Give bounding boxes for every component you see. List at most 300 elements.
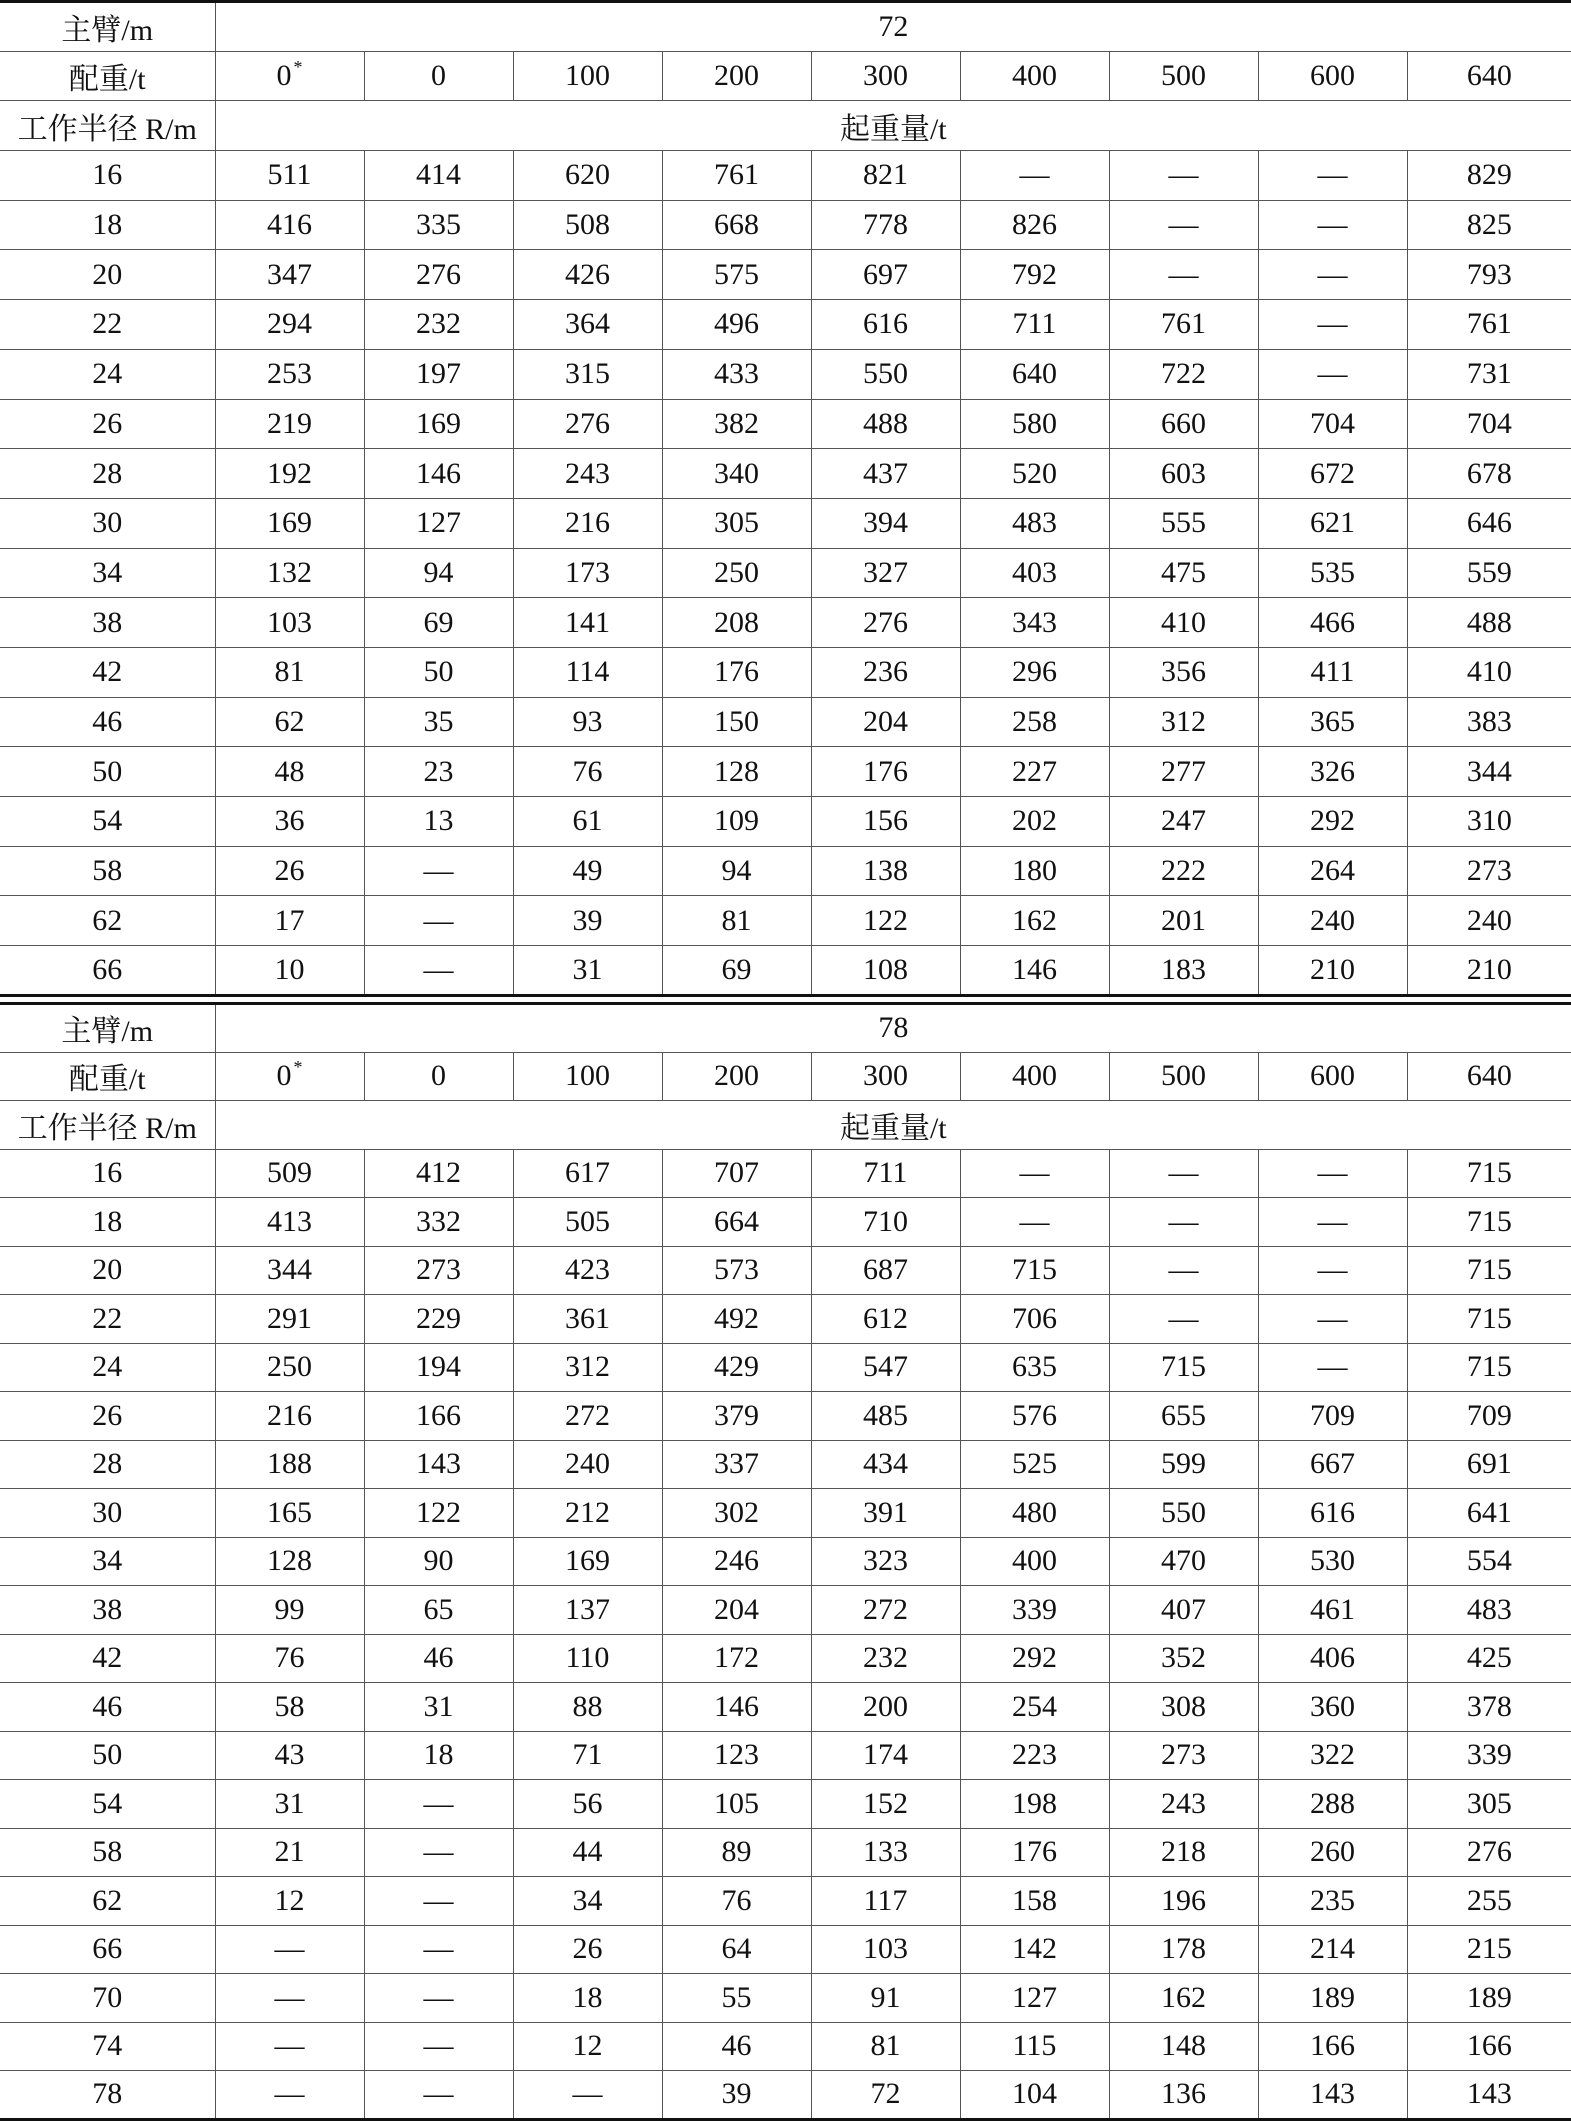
capacity-cell: 288 — [1258, 1780, 1407, 1829]
capacity-cell: 258 — [960, 697, 1109, 747]
radius-cell: 24 — [0, 349, 215, 399]
capacity-cell: 406 — [1258, 1634, 1407, 1683]
capacity-cell: 196 — [1109, 1877, 1258, 1926]
counterweight-value: 200 — [714, 59, 759, 93]
capacity-cell: 138 — [811, 846, 960, 896]
radius-cell: 30 — [0, 1489, 215, 1538]
capacity-cell: 162 — [1109, 1974, 1258, 2023]
capacity-cell: 143 — [364, 1440, 513, 1489]
table-row — [0, 1683, 1571, 1732]
capacity-cell: 488 — [811, 399, 960, 449]
counterweight-value: 400 — [1012, 59, 1057, 93]
capacity-cell: — — [1109, 1246, 1258, 1295]
radius-cell: 62 — [0, 896, 215, 946]
capacity-cell: — — [513, 2071, 662, 2120]
capacity-cell: — — [364, 1877, 513, 1926]
capacity-cell: 312 — [513, 1343, 662, 1392]
load-table-boom-72 — [0, 0, 1571, 997]
counterweight-value: 500 — [1161, 59, 1206, 93]
counterweight-header — [364, 51, 513, 101]
capacity-cell: 612 — [811, 1295, 960, 1344]
capacity-cell: 216 — [215, 1392, 364, 1441]
capacity-cell: 410 — [1407, 647, 1571, 697]
capacity-cell: 550 — [1109, 1489, 1258, 1538]
capacity-cell: 110 — [513, 1634, 662, 1683]
capacity-cell: 132 — [215, 548, 364, 598]
capacity-cell: 243 — [513, 449, 662, 499]
capacity-cell: 169 — [513, 1537, 662, 1586]
boom-length-value: 78 — [215, 1004, 1571, 1053]
radius-cell: 18 — [0, 1198, 215, 1247]
radius-cell: 28 — [0, 1440, 215, 1489]
capacity-cell: 240 — [513, 1440, 662, 1489]
radius-capacity-row — [0, 1101, 1571, 1150]
capacity-cell: 136 — [1109, 2071, 1258, 2120]
counterweight-header — [1407, 1052, 1571, 1101]
capacity-cell: 323 — [811, 1537, 960, 1586]
radius-cell: 28 — [0, 449, 215, 499]
capacity-cell: 150 — [662, 697, 811, 747]
capacity-cell: 547 — [811, 1343, 960, 1392]
counterweight-header — [960, 51, 1109, 101]
counterweight-label: 配重/t — [0, 51, 215, 101]
capacity-cell: 378 — [1407, 1683, 1571, 1732]
capacity-cell: 146 — [960, 946, 1109, 996]
capacity-cell: 162 — [960, 896, 1109, 946]
capacity-cell: 575 — [662, 250, 811, 300]
lifting-capacity-label: 起重量/t — [215, 101, 1571, 151]
capacity-cell: 71 — [513, 1731, 662, 1780]
capacity-cell: 364 — [513, 300, 662, 350]
counterweight-header — [513, 1052, 662, 1101]
capacity-cell: 672 — [1258, 449, 1407, 499]
capacity-cell: 122 — [364, 1489, 513, 1538]
capacity-cell: 761 — [662, 151, 811, 201]
capacity-cell: 189 — [1407, 1974, 1571, 2023]
capacity-cell: 276 — [364, 250, 513, 300]
capacity-cell: 31 — [364, 1683, 513, 1732]
capacity-cell: 340 — [662, 449, 811, 499]
table-row — [0, 797, 1571, 847]
capacity-cell: 133 — [811, 1828, 960, 1877]
radius-cell: 62 — [0, 1877, 215, 1926]
capacity-cell: 109 — [662, 797, 811, 847]
capacity-cell: 485 — [811, 1392, 960, 1441]
capacity-cell: 223 — [960, 1731, 1109, 1780]
capacity-cell: — — [1109, 250, 1258, 300]
radius-cell: 22 — [0, 1295, 215, 1344]
capacity-cell: 146 — [364, 449, 513, 499]
counterweight-value: 500 — [1161, 1059, 1206, 1093]
capacity-cell: 356 — [1109, 647, 1258, 697]
capacity-cell: 761 — [1109, 300, 1258, 350]
table-row — [0, 200, 1571, 250]
capacity-cell: 236 — [811, 647, 960, 697]
counterweight-value: 100 — [565, 59, 610, 93]
capacity-cell: 715 — [1407, 1295, 1571, 1344]
capacity-cell: 81 — [662, 896, 811, 946]
table-row — [0, 946, 1571, 996]
capacity-cell: 48 — [215, 747, 364, 797]
radius-cell: 24 — [0, 1343, 215, 1392]
capacity-cell: 616 — [1258, 1489, 1407, 1538]
capacity-cell: 711 — [960, 300, 1109, 350]
capacity-cell: — — [215, 1974, 364, 2023]
table-row — [0, 1295, 1571, 1344]
capacity-cell: 215 — [1407, 1925, 1571, 1974]
capacity-cell: 580 — [960, 399, 1109, 449]
boom-length-label: 主臂/m — [0, 2, 215, 52]
capacity-cell: 108 — [811, 946, 960, 996]
capacity-cell: 292 — [1258, 797, 1407, 847]
capacity-cell: 339 — [1407, 1731, 1571, 1780]
capacity-cell: 55 — [662, 1974, 811, 2023]
capacity-cell: 201 — [1109, 896, 1258, 946]
capacity-cell: 344 — [1407, 747, 1571, 797]
capacity-cell: 412 — [364, 1149, 513, 1198]
capacity-cell: 189 — [1258, 1974, 1407, 2023]
capacity-cell: 10 — [215, 946, 364, 996]
capacity-cell: 58 — [215, 1683, 364, 1732]
capacity-cell: 322 — [1258, 1731, 1407, 1780]
capacity-cell: 426 — [513, 250, 662, 300]
capacity-cell: — — [1109, 1295, 1258, 1344]
counterweight-value: 0 — [431, 1059, 446, 1093]
capacity-cell: — — [1258, 1198, 1407, 1247]
radius-cell: 42 — [0, 1634, 215, 1683]
capacity-cell: 492 — [662, 1295, 811, 1344]
capacity-cell: — — [1258, 1295, 1407, 1344]
table-row — [0, 1974, 1571, 2023]
table-row — [0, 349, 1571, 399]
capacity-cell: 198 — [960, 1780, 1109, 1829]
boom-length-label: 主臂/m — [0, 1004, 215, 1053]
table-row — [0, 300, 1571, 350]
capacity-cell: — — [364, 2071, 513, 2120]
radius-cell: 66 — [0, 946, 215, 996]
capacity-cell: 176 — [960, 1828, 1109, 1877]
capacity-cell: — — [364, 846, 513, 896]
capacity-cell: 240 — [1407, 896, 1571, 946]
capacity-cell: 332 — [364, 1198, 513, 1247]
capacity-cell: 483 — [960, 498, 1109, 548]
capacity-cell: 410 — [1109, 598, 1258, 648]
capacity-cell: 365 — [1258, 697, 1407, 747]
capacity-cell: 559 — [1407, 548, 1571, 598]
counterweight-header — [811, 51, 960, 101]
capacity-cell: — — [215, 2022, 364, 2071]
capacity-cell: 530 — [1258, 1537, 1407, 1586]
table-row — [0, 647, 1571, 697]
capacity-cell: 26 — [215, 846, 364, 896]
capacity-cell: 715 — [960, 1246, 1109, 1295]
capacity-cell: 461 — [1258, 1586, 1407, 1635]
capacity-cell: 312 — [1109, 697, 1258, 747]
capacity-cell: 691 — [1407, 1440, 1571, 1489]
capacity-cell: 26 — [513, 1925, 662, 1974]
capacity-cell: 103 — [215, 598, 364, 648]
capacity-cell: — — [1258, 300, 1407, 350]
boom-length-row — [0, 2, 1571, 52]
table-row — [0, 747, 1571, 797]
capacity-cell: 166 — [364, 1392, 513, 1441]
radius-cell: 34 — [0, 548, 215, 598]
capacity-cell: 200 — [811, 1683, 960, 1732]
capacity-cell: — — [1258, 1246, 1407, 1295]
capacity-cell: 603 — [1109, 449, 1258, 499]
table-row — [0, 1246, 1571, 1295]
capacity-cell: — — [215, 1925, 364, 1974]
capacity-cell: 302 — [662, 1489, 811, 1538]
capacity-cell: 93 — [513, 697, 662, 747]
capacity-cell: 35 — [364, 697, 513, 747]
capacity-cell: 62 — [215, 697, 364, 747]
capacity-cell: 128 — [662, 747, 811, 797]
capacity-cell: — — [364, 1974, 513, 2023]
capacity-cell: 715 — [1407, 1246, 1571, 1295]
capacity-cell: 792 — [960, 250, 1109, 300]
capacity-cell: 183 — [1109, 946, 1258, 996]
table-row — [0, 1634, 1571, 1683]
capacity-cell: 81 — [811, 2022, 960, 2071]
capacity-cell: 520 — [960, 449, 1109, 499]
footnote-asterisk: * — [293, 1057, 303, 1078]
capacity-cell: 347 — [215, 250, 364, 300]
capacity-cell: — — [364, 1828, 513, 1877]
counterweight-header — [662, 51, 811, 101]
capacity-cell: 475 — [1109, 548, 1258, 598]
radius-cell: 70 — [0, 1974, 215, 2023]
working-radius-label: 工作半径 R/m — [0, 101, 215, 151]
table-row — [0, 151, 1571, 201]
capacity-cell: 761 — [1407, 300, 1571, 350]
capacity-cell: 778 — [811, 200, 960, 250]
counterweight-value: 0 — [276, 59, 292, 93]
capacity-cell: 394 — [811, 498, 960, 548]
radius-cell: 54 — [0, 1780, 215, 1829]
radius-cell: 20 — [0, 1246, 215, 1295]
capacity-cell: 360 — [1258, 1683, 1407, 1732]
capacity-cell: 31 — [215, 1780, 364, 1829]
radius-cell: 58 — [0, 1828, 215, 1877]
capacity-cell: 291 — [215, 1295, 364, 1344]
counterweight-value: 0 — [276, 1059, 292, 1093]
radius-cell: 78 — [0, 2071, 215, 2120]
capacity-cell: 114 — [513, 647, 662, 697]
counterweight-value: 300 — [863, 59, 908, 93]
table-row — [0, 1828, 1571, 1877]
radius-cell: 66 — [0, 1925, 215, 1974]
capacity-cell: 305 — [1407, 1780, 1571, 1829]
capacity-cell: 273 — [1109, 1731, 1258, 1780]
capacity-cell: — — [960, 1149, 1109, 1198]
capacity-cell: 208 — [662, 598, 811, 648]
capacity-cell: — — [1109, 1198, 1258, 1247]
capacity-cell: 204 — [662, 1586, 811, 1635]
capacity-cell: 277 — [1109, 747, 1258, 797]
capacity-cell: 826 — [960, 200, 1109, 250]
counterweight-header — [811, 1052, 960, 1101]
capacity-cell: 273 — [1407, 846, 1571, 896]
capacity-cell: — — [364, 896, 513, 946]
capacity-cell: 620 — [513, 151, 662, 201]
capacity-cell: 704 — [1258, 399, 1407, 449]
counterweight-value: 200 — [714, 1059, 759, 1093]
capacity-cell: 640 — [960, 349, 1109, 399]
capacity-cell: 511 — [215, 151, 364, 201]
table-row — [0, 896, 1571, 946]
capacity-cell: 94 — [364, 548, 513, 598]
capacity-cell: 31 — [513, 946, 662, 996]
capacity-cell: 90 — [364, 1537, 513, 1586]
capacity-cell: 210 — [1258, 946, 1407, 996]
capacity-cell: 222 — [1109, 846, 1258, 896]
capacity-cell: 273 — [364, 1246, 513, 1295]
capacity-cell: — — [960, 1198, 1109, 1247]
capacity-cell: 664 — [662, 1198, 811, 1247]
capacity-cell: 212 — [513, 1489, 662, 1538]
capacity-cell: 825 — [1407, 200, 1571, 250]
radius-cell: 50 — [0, 747, 215, 797]
counterweight-header — [662, 1052, 811, 1101]
capacity-cell: 247 — [1109, 797, 1258, 847]
capacity-cell: 488 — [1407, 598, 1571, 648]
capacity-cell: 156 — [811, 797, 960, 847]
capacity-cell: 616 — [811, 300, 960, 350]
counterweight-label: 配重/t — [0, 1052, 215, 1101]
capacity-cell: 264 — [1258, 846, 1407, 896]
capacity-cell: 69 — [364, 598, 513, 648]
capacity-cell: 137 — [513, 1586, 662, 1635]
capacity-cell: 337 — [662, 1440, 811, 1489]
table-row — [0, 1925, 1571, 1974]
capacity-cell: 61 — [513, 797, 662, 847]
counterweight-value: 640 — [1466, 59, 1512, 93]
table-row — [0, 2071, 1571, 2120]
capacity-cell: 423 — [513, 1246, 662, 1295]
capacity-cell: 480 — [960, 1489, 1109, 1538]
capacity-cell: 21 — [215, 1828, 364, 1877]
capacity-cell: 88 — [513, 1683, 662, 1732]
counterweight-header — [215, 1052, 364, 1101]
capacity-cell: 466 — [1258, 598, 1407, 648]
capacity-cell: 178 — [1109, 1925, 1258, 1974]
table-row — [0, 1489, 1571, 1538]
capacity-cell: — — [364, 946, 513, 996]
capacity-cell: 12 — [513, 2022, 662, 2071]
capacity-cell: 687 — [811, 1246, 960, 1295]
capacity-cell: 250 — [215, 1343, 364, 1392]
table-row — [0, 697, 1571, 747]
table-row — [0, 548, 1571, 598]
table-row — [0, 1198, 1571, 1247]
capacity-cell: 127 — [960, 1974, 1109, 2023]
radius-cell: 46 — [0, 1683, 215, 1732]
capacity-cell: 678 — [1407, 449, 1571, 499]
capacity-cell: 731 — [1407, 349, 1571, 399]
capacity-cell: 697 — [811, 250, 960, 300]
capacity-cell: 36 — [215, 797, 364, 847]
capacity-cell: 496 — [662, 300, 811, 350]
table-row — [0, 1392, 1571, 1441]
capacity-cell: 103 — [811, 1925, 960, 1974]
capacity-cell: 425 — [1407, 1634, 1571, 1683]
capacity-cell: 343 — [960, 598, 1109, 648]
counterweight-value: 0 — [431, 59, 446, 93]
capacity-cell: 64 — [662, 1925, 811, 1974]
capacity-cell: 414 — [364, 151, 513, 201]
capacity-cell: 668 — [662, 200, 811, 250]
radius-cell: 58 — [0, 846, 215, 896]
capacity-cell: 229 — [364, 1295, 513, 1344]
counterweight-header — [1109, 1052, 1258, 1101]
capacity-cell: 218 — [1109, 1828, 1258, 1877]
counterweight-header — [364, 1052, 513, 1101]
table-row — [0, 250, 1571, 300]
capacity-cell: 709 — [1407, 1392, 1571, 1441]
capacity-cell: 56 — [513, 1780, 662, 1829]
capacity-cell: 23 — [364, 747, 513, 797]
capacity-cell: 272 — [811, 1586, 960, 1635]
capacity-cell: 382 — [662, 399, 811, 449]
capacity-cell: 18 — [364, 1731, 513, 1780]
counterweight-header — [513, 51, 662, 101]
capacity-cell: 158 — [960, 1877, 1109, 1926]
capacity-cell: 104 — [960, 2071, 1109, 2120]
capacity-cell: 407 — [1109, 1586, 1258, 1635]
counterweight-value: 300 — [863, 1059, 908, 1093]
capacity-cell: 655 — [1109, 1392, 1258, 1441]
capacity-cell: 821 — [811, 151, 960, 201]
capacity-cell: 210 — [1407, 946, 1571, 996]
capacity-cell: 710 — [811, 1198, 960, 1247]
capacity-cell: 232 — [811, 1634, 960, 1683]
radius-cell: 30 — [0, 498, 215, 548]
capacity-cell: — — [215, 2071, 364, 2120]
capacity-cell: 715 — [1407, 1198, 1571, 1247]
capacity-cell: 43 — [215, 1731, 364, 1780]
capacity-cell: 39 — [513, 896, 662, 946]
capacity-cell: 123 — [662, 1731, 811, 1780]
counterweight-value: 600 — [1310, 1059, 1355, 1093]
capacity-cell: 327 — [811, 548, 960, 598]
capacity-cell: 49 — [513, 846, 662, 896]
load-table-boom-78 — [0, 1002, 1571, 2121]
table-row — [0, 498, 1571, 548]
counterweight-value: 600 — [1310, 59, 1355, 93]
capacity-cell: 235 — [1258, 1877, 1407, 1926]
capacity-cell: 403 — [960, 548, 1109, 598]
capacity-cell: — — [1109, 151, 1258, 201]
capacity-cell: 310 — [1407, 797, 1571, 847]
table-row — [0, 1537, 1571, 1586]
capacity-cell: 253 — [215, 349, 364, 399]
capacity-cell: — — [1109, 200, 1258, 250]
counterweight-value: 400 — [1012, 1059, 1057, 1093]
capacity-cell: 46 — [364, 1634, 513, 1683]
capacity-cell: 128 — [215, 1537, 364, 1586]
capacity-cell: 722 — [1109, 349, 1258, 399]
capacity-cell: 411 — [1258, 647, 1407, 697]
capacity-cell: 706 — [960, 1295, 1109, 1344]
table-row — [0, 1343, 1571, 1392]
capacity-cell: 227 — [960, 747, 1109, 797]
capacity-cell: — — [364, 1925, 513, 1974]
counterweight-header — [960, 1052, 1109, 1101]
table-row — [0, 1149, 1571, 1198]
capacity-cell: 39 — [662, 2071, 811, 2120]
capacity-cell: 379 — [662, 1392, 811, 1441]
